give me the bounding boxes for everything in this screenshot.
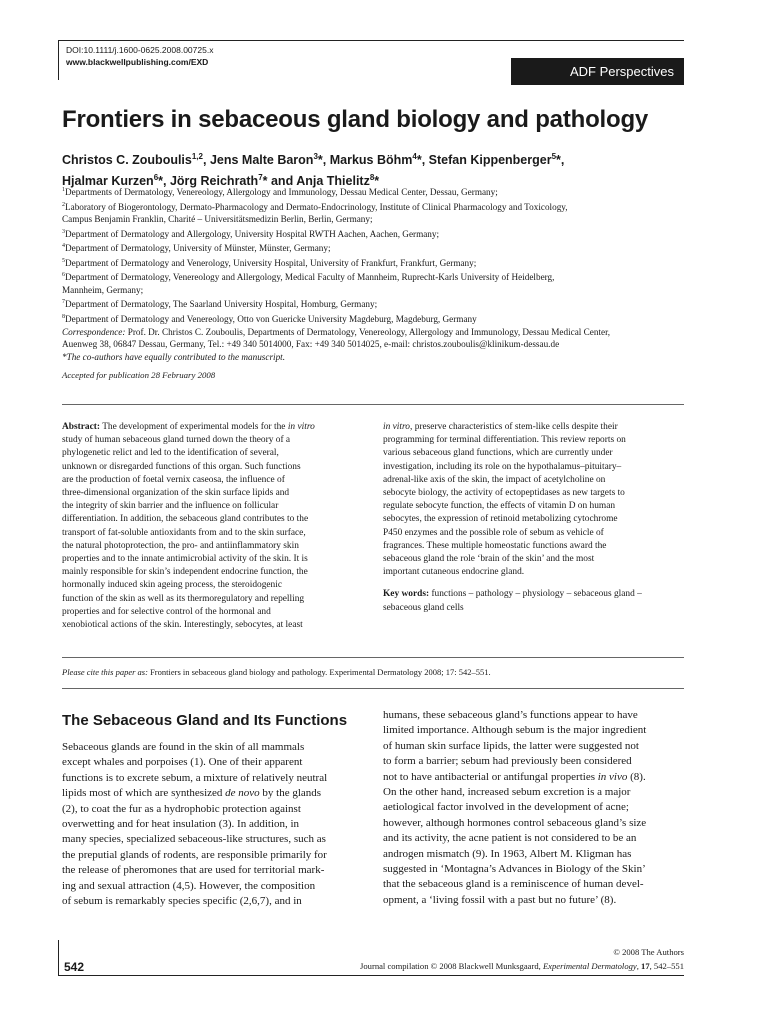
author-line-1: [62, 148, 702, 169]
author-separator: *,: [416, 153, 429, 168]
section-banner-label: ADF Perspectives: [569, 64, 674, 79]
affiliation-item: [62, 213, 702, 226]
affiliation-number: 2: [62, 201, 65, 208]
body-paragraph-line: suggested in ‘Montagna’s Advances in Biology of the Skin’: [383, 863, 646, 876]
author-name: Stefan Kippenberger: [428, 153, 552, 168]
affiliation-text: Campus Benjamin Franklin, Charité – Universitätsmedizin Berlin, Berlin, Germany;: [62, 214, 373, 225]
section-banner: [511, 58, 684, 85]
abstract-line: sebaceous gland the role ‘brain of the skin’ and the most: [383, 554, 595, 565]
body-paragraph-line: of human skin surface lipids, the latter were suggested not: [383, 739, 639, 752]
author-separator: * and: [262, 174, 297, 189]
cite-top-rule: [62, 657, 684, 658]
body-paragraph-line: On the other hand, increased sebum excretion is a major: [383, 786, 631, 799]
abstract-line: phylogenetic relict and led to the identification of several,: [62, 448, 279, 459]
author-affiliation-sup: 1,2: [191, 152, 203, 161]
body-paragraph-line: humans, these sebaceous gland’s functions appear to have: [383, 709, 638, 721]
affiliation-number: 5: [62, 257, 65, 264]
copyright-line: © 2008 The Authors: [613, 947, 684, 957]
abstract-line: programming for terminal differentiation. This review reports on: [383, 435, 626, 446]
affiliation-number: 6: [62, 272, 65, 279]
affiliation-number: 7: [62, 299, 65, 306]
author-affiliation-sup: 3: [313, 152, 318, 161]
author-name: Hjalmar Kurzen: [62, 174, 154, 189]
body-paragraph-line: the release of pheromones that are used for territorial mark-: [62, 864, 325, 877]
abstract-line: xenobiotical actions of the skin. Interestingly, sebocytes, at least: [62, 620, 303, 631]
abstract-line: regulate sebocyte function, the effects of vitamin D on human: [383, 501, 616, 512]
affiliation-text: Mannheim, Germany;: [62, 284, 144, 295]
footer-rule: [58, 975, 684, 976]
author-separator: *: [374, 174, 380, 189]
affiliation-list: [62, 184, 702, 326]
abstract-line: hormonally induced skin ageing process, the steroidogenic: [62, 580, 282, 591]
affiliation-number: 4: [62, 243, 65, 250]
affiliation-number: 3: [62, 228, 65, 235]
abstract-line: properties and for selective control of the hormonal and: [62, 606, 271, 617]
affiliation-item: [62, 296, 702, 311]
abstract-line: are the production of foetal vernix caseosa, the influence of: [62, 474, 285, 485]
body-paragraph-line: and its activity, the acne patient is not considered to be an: [383, 832, 637, 845]
doi-block: [66, 44, 213, 68]
affiliation-text: Laboratory of Biogerontology, Dermato-Pharmacology and Dermato-Endocrinology, Institute of Clinical Pharmacology and Toxicology,: [65, 201, 568, 212]
abstract-line: function of the skin as well as its thermoregulatory and repelling: [62, 593, 305, 604]
abstract-line: sebocyte biology, the activity of ectopeptidases as new targets to: [383, 488, 625, 499]
affiliation-item: [62, 269, 702, 284]
body-paragraph-line: ing and sexual attraction (4,5). However, the composition: [62, 879, 316, 892]
body-paragraph-line: aetiological factor involved in the development of acne;: [383, 801, 629, 814]
journal-pages: , 542–551: [649, 961, 684, 971]
journal-separator: ,: [636, 961, 642, 971]
citation-text: Frontiers in sebaceous gland biology and pathology. Experimental Dermatology 2008; 17: 542–551.: [147, 667, 491, 677]
keywords-label: Key words:: [383, 589, 430, 600]
body-right-lines: [383, 708, 685, 908]
correspondence-label: Correspondence:: [62, 326, 126, 337]
author-affiliation-sup: 5: [551, 152, 557, 161]
body-right-column: [383, 708, 685, 908]
coauthor-note-text: *The co-authors have equally contributed to the manuscript.: [62, 351, 286, 362]
journal-compilation-line: [360, 961, 684, 971]
affiliation-text: Department of Dermatology, Venereology and Allergology, Medical Faculty of Mannheim, Ruprecht-Karls University of Heidelberg,: [65, 272, 555, 283]
citation-line: [62, 667, 491, 677]
affiliation-item: [62, 240, 702, 255]
page-number: 542: [64, 960, 85, 974]
correspondence: [62, 326, 702, 339]
author-affiliation-sup: 7: [258, 173, 263, 183]
header-rule: [58, 40, 684, 41]
abstract-right-lines: [383, 421, 642, 579]
section-heading: The Sebaceous Gland and Its Functions: [62, 712, 348, 729]
affiliation-item: [62, 199, 702, 214]
affiliation-item: [62, 311, 702, 326]
abstract-line: adrenal-like axis of the skin, the impact of acetylcholine on: [383, 474, 606, 485]
author-name: Jens Malte Baron: [209, 153, 314, 168]
affiliation-text: Department of Dermatology and Venereology, Otto von Guericke University Magdeburg, Magdeburg, Germany: [65, 314, 477, 324]
citation-prefix: Please cite this paper as:: [62, 667, 148, 677]
body-paragraph-line: overwetting and for heat insulation (3). In addition, in: [62, 818, 300, 831]
cite-bottom-rule: [62, 688, 684, 689]
keywords-line-2: sebaceous gland cells: [383, 602, 464, 613]
author-separator: *,: [158, 174, 170, 189]
journal-name: Experimental Dermatology: [542, 961, 637, 971]
author-separator: *,: [556, 153, 565, 168]
abstract-line: study of human sebaceous gland turned down the theory of a: [62, 435, 291, 446]
body-paragraph-line: to form a barrier; sebum had previously been considered: [383, 755, 632, 768]
abstract-line: unknown or disregarded functions of this organ. Such functions: [62, 461, 301, 472]
author-name: Christos C. Zouboulis: [62, 153, 192, 168]
affiliation-number: 1: [62, 187, 65, 193]
header-rule-vertical: [58, 40, 59, 80]
footer-rule-vertical: [58, 940, 59, 976]
abstract-line: in vitro, preserve characteristics of stem-like cells despite their: [383, 422, 618, 432]
body-paragraph-line: many species, specialized sebaceous-like structures, such as: [62, 833, 326, 846]
body-paragraph-line: functions is to excrete sebum, a mixture of relatively neutral: [62, 771, 328, 784]
body-paragraph-line: however, although hormones control sebaceous gland’s size: [383, 816, 647, 829]
abstract-top-rule: [62, 404, 684, 405]
keywords-line-1: [383, 588, 642, 601]
abstract-line: transport of fat-soluble antioxidants from and to the skin surface,: [62, 527, 306, 538]
affiliations: [62, 184, 702, 363]
body-paragraph-line: opment, a ‘living fossil with a past but no future’ (8).: [383, 893, 617, 906]
author-separator: ,: [202, 153, 210, 168]
body-left-lines: [62, 740, 364, 909]
affiliation-item: [62, 284, 702, 297]
journal-url-link[interactable]: www.blackwellpublishing.com/EXD: [66, 57, 209, 67]
author-name: Jörg Reichrath: [169, 174, 259, 189]
abstract-line: Abstract: The development of experimental models for the in vitro: [62, 422, 315, 432]
abstract-line: properties and to the innate antimicrobial activity of the skin. It is: [62, 554, 308, 565]
correspondence-line-2: Auenweg 38, 06847 Dessau, Germany, Tel.: +49 340 5014000, Fax: +49 340 5014025, e-mail: christos.zouboulis@klinikum-dessau.de: [62, 339, 560, 349]
body-paragraph-line: (2), to coat the fur as a hydrophobic protection against: [62, 802, 301, 815]
abstract-line: differentiation. In addition, the sebaceous gland contributes to the: [62, 514, 309, 525]
abstract-left-lines: [62, 421, 315, 632]
abstract-left-column: [62, 421, 315, 632]
author-affiliation-sup: 6: [153, 173, 159, 183]
author-name: Anja Thielitz: [296, 174, 370, 189]
abstract-line: P450 enzymes and the possible role of sebum as vehicle of: [383, 527, 604, 538]
body-paragraph-line: Sebaceous glands are found in the skin of all mammals: [62, 741, 305, 753]
abstract-line: important cutaneous endocrine gland.: [383, 567, 525, 578]
coauthor-note: [62, 351, 702, 364]
abstract-right-column: [383, 421, 642, 615]
affiliation-text: Departments of Dermatology, Venereology, Allergology and Immunology, Dessau Medical Center, Dessau, Germany;: [65, 187, 498, 198]
affiliation-number: 8: [62, 313, 65, 320]
affiliation-item: [62, 255, 702, 270]
affiliation-item: [62, 184, 702, 199]
author-affiliation-sup: 8: [369, 173, 375, 183]
article-title: Frontiers in sebaceous gland biology and pathology: [62, 106, 649, 133]
body-paragraph-line: of sebum is remarkably species specific (2,6,7), and in: [62, 895, 302, 908]
affiliation-text: Department of Dermatology, University of Münster, Münster, Germany;: [65, 243, 331, 254]
abstract-line: three-dimensional organization of the skin surface lipids and: [62, 488, 290, 499]
accepted-date: Accepted for publication 28 February 2008: [62, 370, 216, 380]
affiliation-text: Department of Dermatology and Venerology, University Hospital, University of Frankfurt, Frankfurt, Germany;: [65, 257, 477, 268]
author-affiliation-sup: 4: [412, 152, 417, 161]
affiliation-item: [62, 226, 702, 241]
doi-text: DOI:10.1111/j.1600-0625.2008.00725.x: [66, 45, 214, 55]
abstract-line: fragrances. These multiple homeostatic functions award the: [383, 540, 607, 551]
body-paragraph-line: lipids most of which are synthesized de novo by the glands: [62, 787, 322, 800]
body-left-column: [62, 740, 364, 909]
affiliation-text: Department of Dermatology and Allergology, University Hospital RWTH Aachen, Aachen, Germany;: [65, 228, 440, 239]
journal-volume: 17: [641, 961, 650, 971]
abstract-label: Abstract:: [62, 422, 101, 432]
body-paragraph-line: except whales and porpoises (1). One of their apparent: [62, 756, 303, 769]
affiliation-text: Department of Dermatology, The Saarland University Hospital, Homburg, Germany;: [65, 299, 378, 310]
abstract-line: sebocytes, the expression of retinoid metabolizing cytochrome: [383, 514, 618, 525]
body-paragraph-line: androgen mismatch (9). In 1963, Albert M. Kligman has: [383, 847, 632, 860]
abstract-line: investigation, including its role on the hypothalamus–pituitary–: [383, 461, 622, 472]
body-paragraph-line: limited importance. Although sebum is the major ingredient: [383, 724, 647, 737]
keywords-text-1: functions – pathology – physiology – sebaceous gland –: [429, 589, 642, 600]
body-paragraph-line: that the sebaceous gland is a reminiscence of human devel-: [383, 878, 644, 891]
body-paragraph-line: the preputial glands of rodents, are responsible primarily for: [62, 848, 327, 861]
body-paragraph-line: not to have antibacterial or antifungal properties in vivo (8).: [383, 770, 646, 783]
abstract-line: mainly responsible for skin’s independent endocrine function, the: [62, 567, 308, 578]
journal-compilation-prefix: Journal compilation © 2008 Blackwell Munksgaard,: [360, 961, 543, 971]
abstract-line: various sebaceous gland functions, which are currently under: [383, 448, 613, 459]
author-separator: *,: [317, 153, 330, 168]
abstract-line: the natural photoprotection, the pro- and antiinflammatory skin: [62, 540, 299, 551]
correspondence-line-1: Prof. Dr. Christos C. Zouboulis, Departments of Dermatology, Venereology, Allergology and Immunology, Dessau Medical Center,: [125, 326, 611, 337]
abstract-line: the integrity of skin barrier and the influence on follicular: [62, 501, 279, 512]
author-name: Markus Böhm: [329, 153, 413, 168]
